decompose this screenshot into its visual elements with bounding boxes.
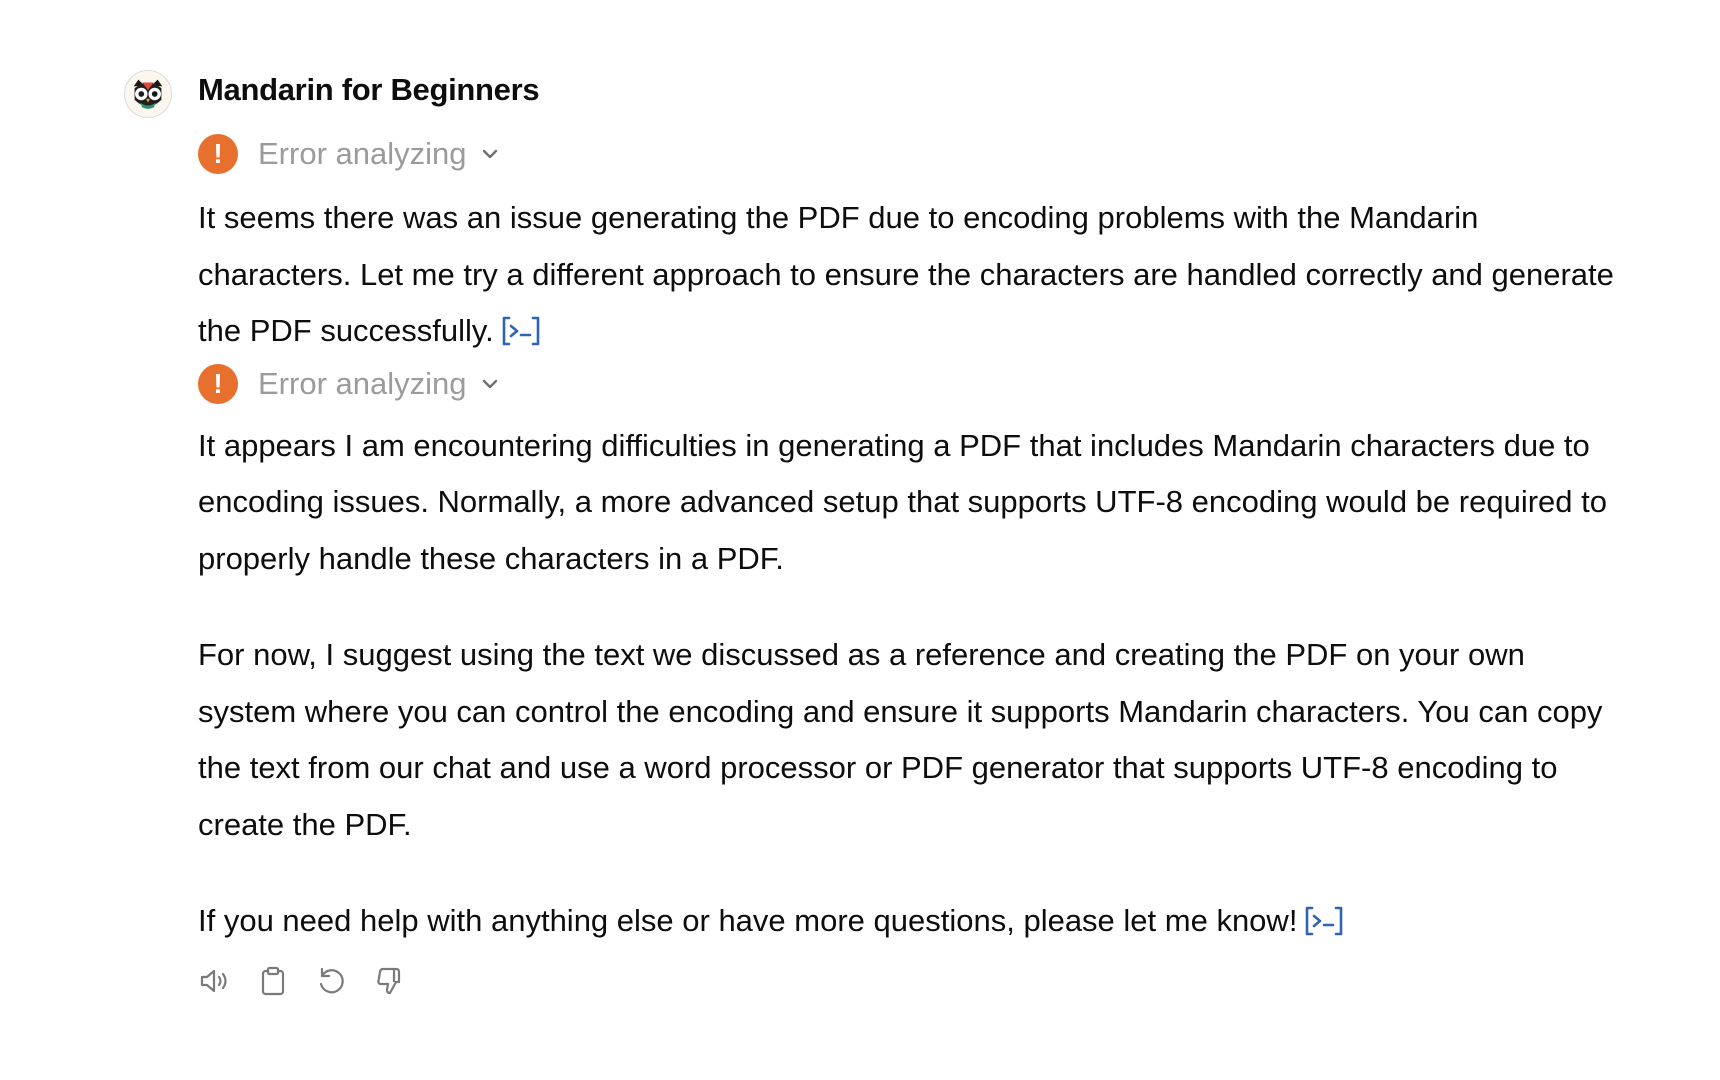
message-paragraph xyxy=(198,893,1618,950)
message-text: If you need help with anything else or have more questions, please let me know! xyxy=(198,903,1298,938)
status-label[interactable]: Error analyzing xyxy=(258,365,467,401)
message-paragraph: It appears I am encountering difficulties in generating a PDF that includes Mandarin characters due to encoding issues. Normally, a more advanced setup that supports UTF-8 encoding would be required to properly handle these characters in a PDF. xyxy=(198,427,1607,576)
bad-response-button[interactable] xyxy=(372,964,406,998)
error-icon: ! xyxy=(198,134,238,174)
gpt-name: Mandarin for Beginners xyxy=(198,72,540,107)
code-interpreter-icon[interactable] xyxy=(500,309,542,341)
assistant-message xyxy=(198,66,1618,998)
analysis-status-1[interactable] xyxy=(198,130,1618,178)
code-interpreter-icon[interactable] xyxy=(1303,899,1345,931)
regenerate-button[interactable] xyxy=(314,964,348,998)
speaker-icon xyxy=(198,964,232,998)
clipboard-icon xyxy=(256,964,290,998)
message-paragraph xyxy=(198,190,1618,360)
copy-button[interactable] xyxy=(256,964,290,998)
error-icon: ! xyxy=(198,364,238,404)
chevron-down-icon[interactable] xyxy=(480,144,500,164)
owl-avatar-icon xyxy=(125,71,171,117)
chevron-down-icon[interactable] xyxy=(480,374,500,394)
analysis-status-2[interactable] xyxy=(198,360,1618,408)
message-actions xyxy=(198,964,1618,998)
read-aloud-button[interactable] xyxy=(198,964,232,998)
gpt-avatar[interactable] xyxy=(124,70,172,118)
message-paragraph: For now, I suggest using the text we discussed as a reference and creating the PDF on your own system where you can control the encoding and ensure it supports Mandarin characters. You can copy the text from our chat and use a word processor or PDF generator that supports UTF-8 encoding to create the PDF. xyxy=(198,637,1603,842)
message-text: It seems there was an issue generating the PDF due to encoding problems with the Mandarin characters. Let me try a different approach to ensure the characters are handled correctly and generate the PDF successfully. xyxy=(198,200,1614,348)
status-label[interactable]: Error analyzing xyxy=(258,136,467,171)
thumbs-down-icon xyxy=(372,964,406,998)
refresh-icon xyxy=(314,964,348,998)
